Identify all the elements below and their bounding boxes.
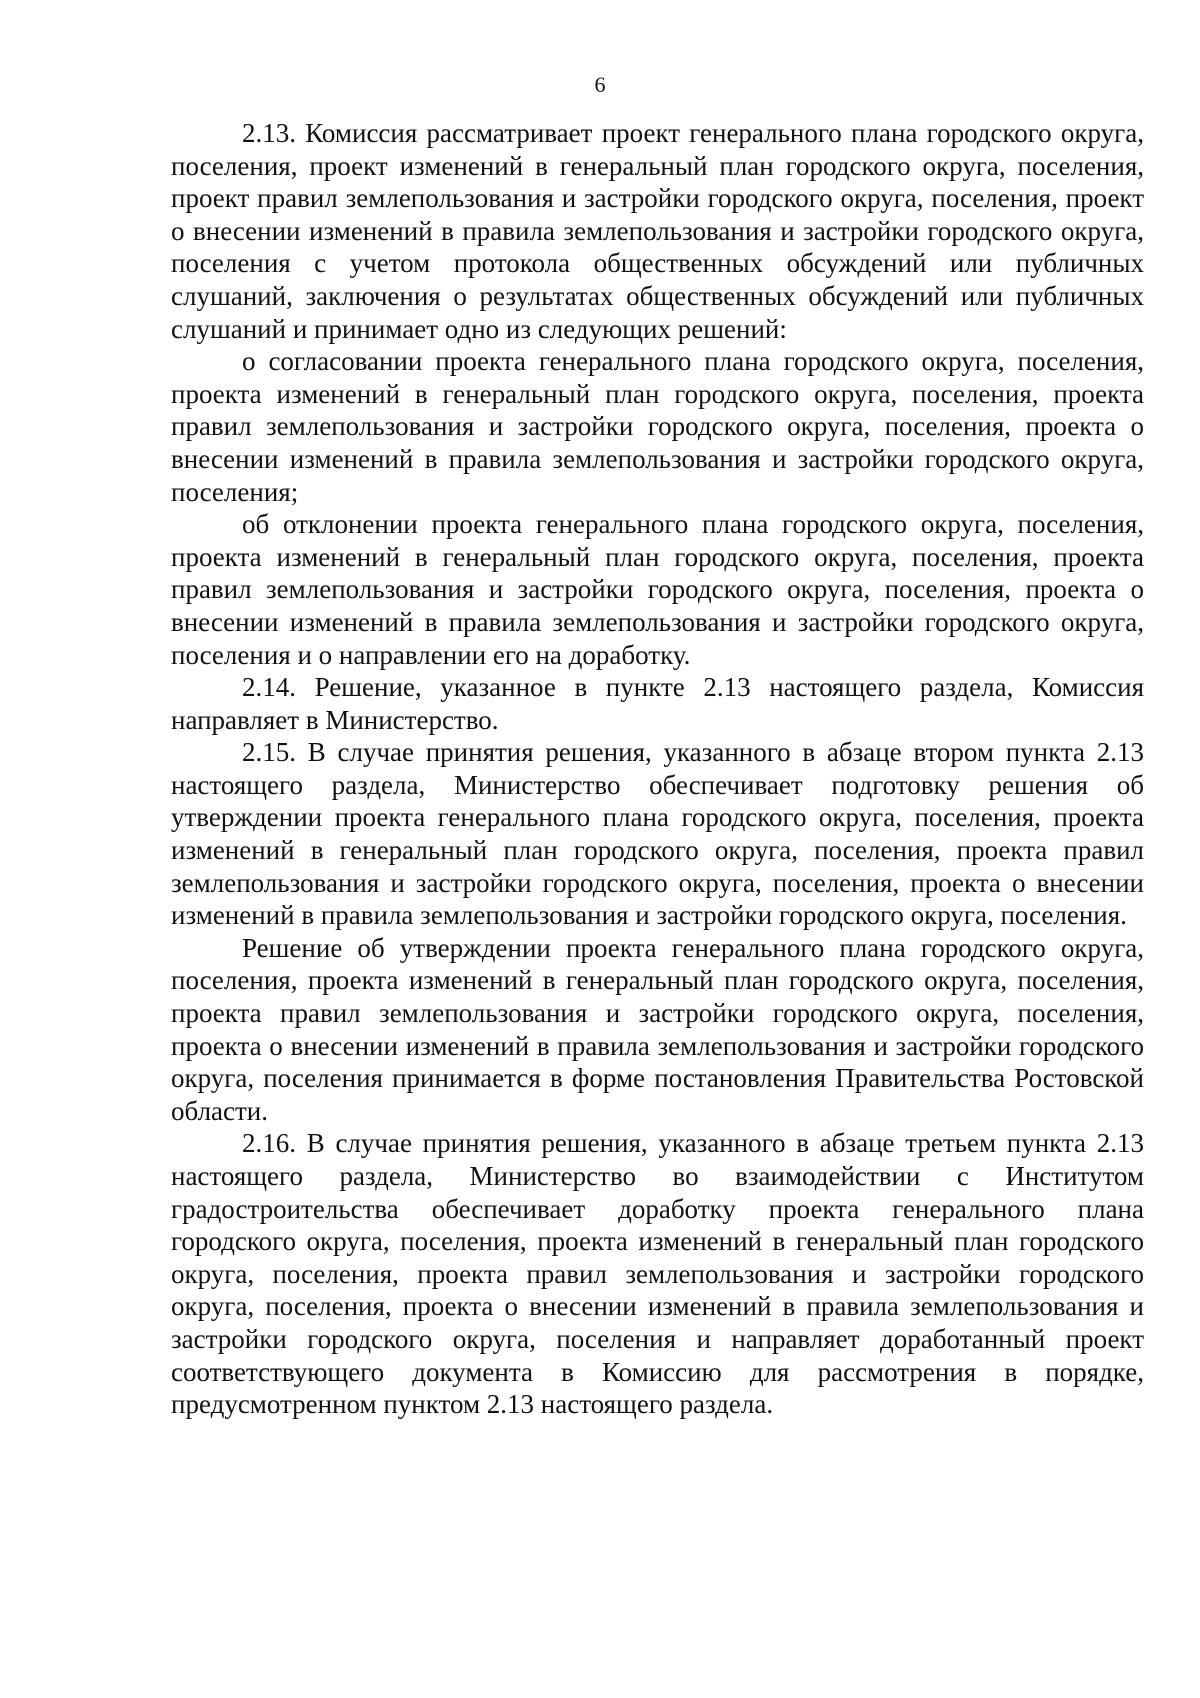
paragraph-2-15: 2.15. В случае принятия решения, указанного в абзаце втором пункта 2.13 настоящего раздела, Министерство обеспечивает подготовку решения об утверждении проекта генерального плана городского округа, поселения, проекта изменений в генеральный план городского округа, поселения, проекта правил землепользования и застройки городского округа, поселения, проекта о внесении изменений в правила землепользования и застройки городского округа, поселения. (171, 737, 1144, 931)
paragraph-rejection-option: об отклонении проекта генерального плана городского округа, поселения, проекта изменений в генеральный план городского округа, поселения, проекта правил землепользования и застройки городского округа, поселения, проекта о внесении изменений в правила землепользования и застройки городского округа, поселения и о направлении его на доработку. (171, 509, 1144, 670)
paragraph-2-14: 2.14. Решение, указанное в пункте 2.13 настоящего раздела, Комиссия направляет в Министерство. (171, 672, 1144, 735)
paragraph-2-16: 2.16. В случае принятия решения, указанного в абзаце третьем пункта 2.13 настоящего раздела, Министерство во взаимодействии с Институтом градостроительства обеспечивает доработку проекта генерального плана городского округа, поселения, проекта изменений в генеральный план городского округа, поселения, проекта правил землепользования и застройки городского округа, поселения, проекта о внесении изменений в правила землепользования и застройки городского округа, поселения и направляет доработанный проект соответствующего документа в Комиссию для рассмотрения в порядке, предусмотренном пунктом 2.13 настоящего раздела. (171, 1128, 1144, 1420)
document-body (171, 117, 1144, 1421)
paragraph-2-13: 2.13. Комиссия рассматривает проект генерального плана городского округа, поселения, проект изменений в генеральный план городского округа, поселения, проект правил землепользования и застройки городского округа, поселения, проект о внесении изменений в правила землепользования и застройки городского округа, поселения с учетом протокола общественных обсуждений или публичных слушаний, заключения о результатах общественных обсуждений или публичных слушаний и принимает одно из следующих решений: (171, 118, 1144, 344)
paragraph-approval-option: о согласовании проекта генерального плана городского округа, поселения, проекта изменений в генеральный план городского округа, поселения, проекта правил землепользования и застройки городского округа, поселения, проекта о внесении изменений в правила землепользования и застройки городского округа, поселения; (171, 346, 1144, 507)
paragraph-approval-decision: Решение об утверждении проекта генерального плана городского округа, поселения, проекта изменений в генеральный план городского округа, поселения, проекта правил землепользования и застройки городского округа, поселения, проекта о внесении изменений в правила землепользования и застройки городского округа, поселения принимается в форме постановления Правительства Ростовской области. (171, 932, 1144, 1126)
page-number: 6 (594, 72, 606, 97)
